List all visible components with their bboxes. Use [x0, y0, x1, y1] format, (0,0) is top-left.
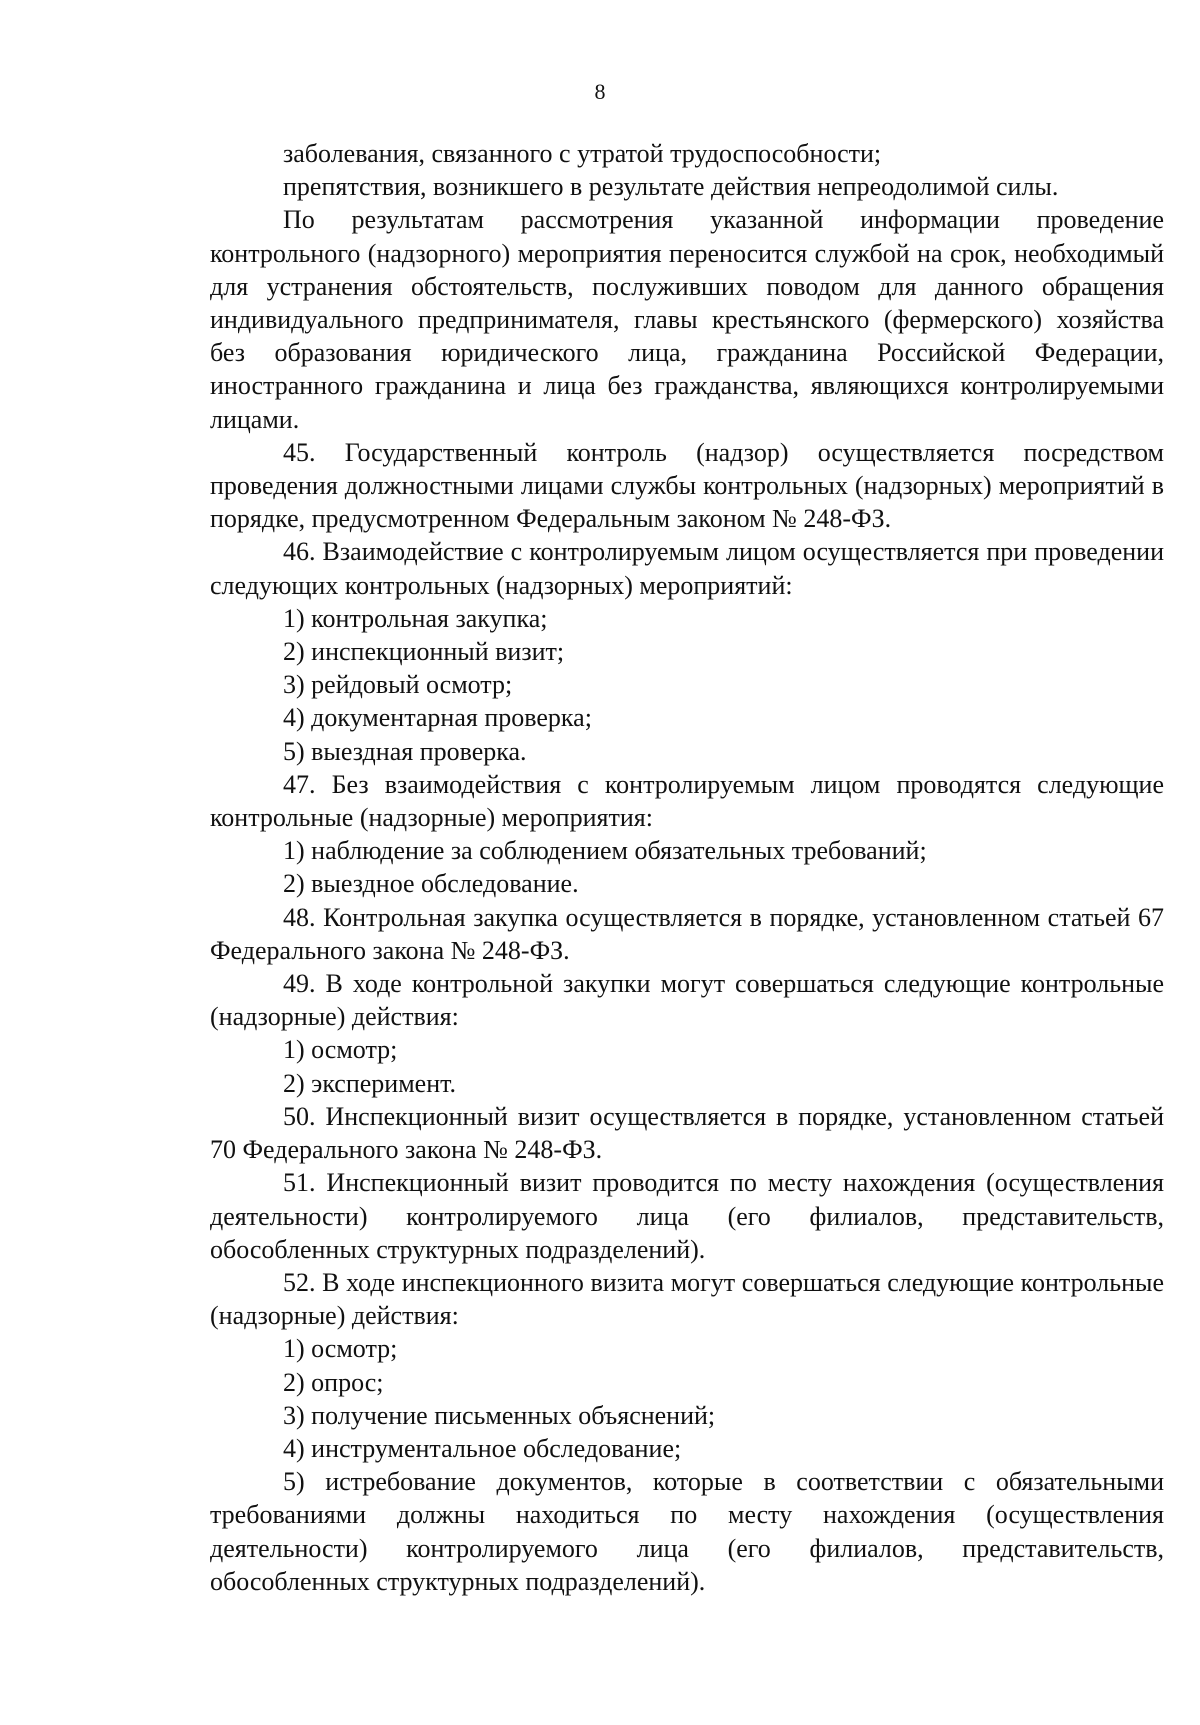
- list-item: 2) выездное обследование.: [283, 869, 579, 899]
- paragraph: 50. Инспекционный визит осуществляется в порядке, установленном статьей 70 Федерального закона № 248-ФЗ.: [210, 1101, 1164, 1165]
- list-item: 2) инспекционный визит;: [283, 637, 565, 667]
- list-item: 4) инструментальное обследование;: [283, 1433, 682, 1463]
- list-item: 1) осмотр;: [283, 1035, 398, 1065]
- list-item: 2) эксперимент.: [283, 1068, 457, 1098]
- paragraph: 47. Без взаимодействия с контролируемым лицом проводятся следующие контрольные (надзорные) мероприятия:: [210, 769, 1164, 833]
- list-item: 1) наблюдение за соблюдением обязательных требований;: [283, 836, 927, 866]
- paragraph: 48. Контрольная закупка осуществляется в порядке, установленном статьей 67 Федерального закона № 248-ФЗ.: [210, 902, 1164, 965]
- list-item: 2) опрос;: [283, 1367, 384, 1397]
- paragraph: заболевания, связанного с утратой трудоспособности;: [283, 139, 882, 168]
- page-number: 8: [594, 79, 606, 104]
- list-item: 5) выездная проверка.: [283, 736, 527, 766]
- paragraph: 49. В ходе контрольной закупки могут совершаться следующие контрольные (надзорные) действия:: [210, 969, 1164, 1032]
- list-item: 3) рейдовый осмотр;: [283, 670, 513, 700]
- paragraph: По результатам рассмотрения указанной информации проведение контрольного (надзорного) мероприятия переносится службой на срок, необходимый для устранения обстоятельств, послуживших поводом для данного обращения индивидуального предпринимателя, главы крестьянского (фермерского) хозяйства без образования юридического лица, гражданина Российской Федерации, иностранного гражданина и лица без гражданства, являющихся контролируемыми лицами.: [210, 205, 1164, 434]
- list-item: 1) контрольная закупка;: [283, 603, 548, 633]
- paragraph: 52. В ходе инспекционного визита могут совершаться следующие контрольные (надзорные) действия:: [210, 1267, 1164, 1331]
- paragraph: 45. Государственный контроль (надзор) осуществляется посредством проведения должностными лицами службы контрольных (надзорных) мероприятий в порядке, предусмотренном Федеральным законом № 248-ФЗ.: [210, 437, 1164, 534]
- paragraph: 51. Инспекционный визит проводится по месту нахождения (осуществления деятельности) контролируемого лица (его филиалов, представительств, обособленных структурных подразделений).: [210, 1168, 1164, 1264]
- paragraph: препятствия, возникшего в результате действия непреодолимой силы.: [283, 172, 1059, 202]
- list-item: 1) осмотр;: [283, 1334, 398, 1364]
- list-item: 5) истребование документов, которые в соответствии с обязательными требованиями должны находиться по месту нахождения (осуществления деятельности) контролируемого лица (его филиалов, представительств, обособленных структурных подразделений).: [210, 1467, 1164, 1596]
- paragraph: 46. Взаимодействие с контролируемым лицом осуществляется при проведении следующих контрольных (надзорных) мероприятий:: [210, 537, 1164, 600]
- document-body: [210, 137, 1164, 1598]
- list-item: 4) документарная проверка;: [283, 703, 592, 733]
- list-item: 3) получение письменных объяснений;: [283, 1400, 716, 1430]
